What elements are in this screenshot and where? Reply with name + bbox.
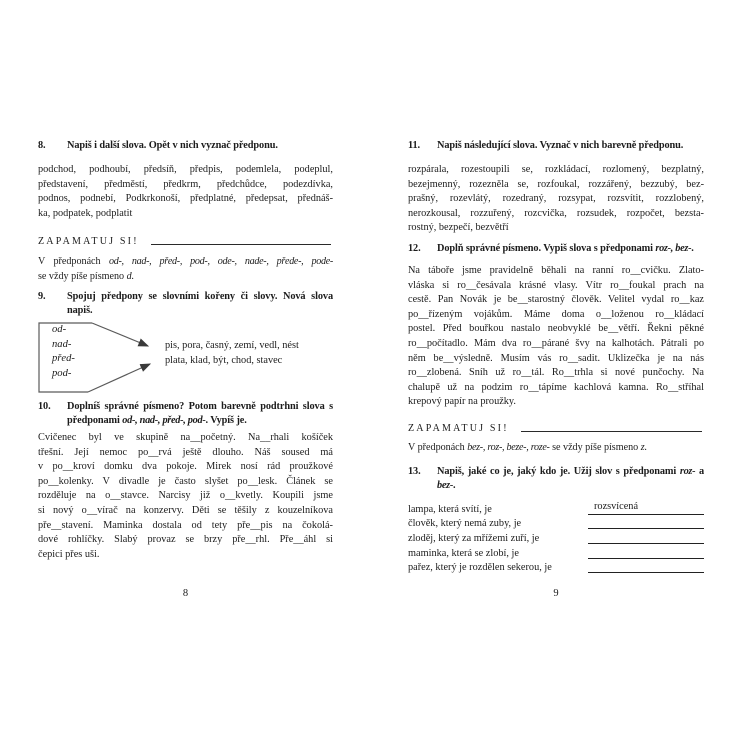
text-run: Doplň správné písmeno. Vypiš slova s předponami (437, 243, 656, 254)
prefix-bez: bez- (437, 480, 453, 492)
remember-box (38, 234, 333, 247)
text-line: Na táboře jsme pravidelně běhali na ranní ro__cvičku. Zlato- (408, 265, 704, 276)
fill-prompt: pařez, který je rozdělen sekerou, je (408, 562, 552, 574)
exercise-number: 8. (38, 140, 46, 151)
answer-line (588, 501, 704, 515)
prefix-join-diagram (38, 316, 333, 396)
text-run: a (695, 466, 704, 477)
letter-d: d (126, 270, 132, 282)
prefix-roz: roz- (679, 466, 696, 477)
fill-row (408, 559, 704, 574)
exercise-12-heading (408, 242, 704, 256)
page-number: 8 (182, 588, 189, 599)
text-run: . Vypíš je. (205, 415, 247, 427)
text-line: chalupě už na podzim ro__tápíme kachlová kamna. Ro__stříhal (408, 381, 704, 393)
remember-box (408, 421, 704, 434)
fill-prompt: lampa, která svítí, je (408, 503, 492, 515)
text-line: rozděluje na o__stavce. Narcisy již o__kvetly. Koupili jsme (38, 490, 333, 502)
answer-line (588, 515, 704, 529)
text-line: si nový o__vírač na konzervy. Děti se těšily z kouzelníkova (38, 504, 333, 516)
exercise-title (437, 242, 704, 256)
rule-letter-d (38, 255, 333, 284)
text-line: ro__zlobená. Sníh už ro__tál. Ro__trhla si nové punčochy. Na (408, 367, 704, 379)
diagram-prefixes (52, 323, 75, 381)
answer-text (588, 515, 594, 526)
exercise-8-heading (38, 139, 333, 153)
text-line: čepici přes uši. (38, 548, 100, 560)
write-in-line (151, 234, 331, 245)
text-run: Napiš, jaké co je, jaký kdo je. Užij slov s předponami (437, 466, 680, 477)
text-run: . (691, 243, 694, 254)
text-line: krepový papír na proužky. (408, 396, 516, 408)
exercise-title (67, 400, 333, 428)
exercise-number: 13. (408, 466, 421, 477)
text-line: podchod, podhoubí, předsíň, předpis, podemlela, podeplul, (38, 164, 333, 175)
exercise-9-heading (38, 290, 333, 318)
text-line: třešní. Její nemoc po__rvá ještě dlouho. Náš soused má (38, 446, 333, 458)
exercise-number: 12. (408, 243, 421, 254)
fill-row (408, 529, 704, 544)
exercise-13-heading (408, 465, 704, 493)
exercise-11-heading (408, 139, 704, 153)
text-line (38, 270, 333, 285)
exercise-11-wordlist (408, 163, 704, 236)
right-page (408, 0, 704, 741)
fill-row (408, 500, 704, 515)
text-line: rostný, bezpečí, bezvětří (408, 222, 509, 234)
text-run: V předponách (38, 256, 109, 267)
rule-letter-z (408, 441, 704, 456)
text-line: dové rohlíčky. Slabý provaz se brzy pře__rhl. Pře__áhl si (38, 534, 333, 546)
left-page (38, 0, 333, 741)
exercise-number: 10. (38, 401, 51, 412)
arrow-top-icon (92, 323, 148, 346)
prefix-list: od-, nad-, před-, pod- (122, 415, 206, 427)
fill-row (408, 544, 704, 559)
answer-text (588, 545, 594, 556)
prefix-item: od- (52, 324, 67, 335)
prefix-item: před- (52, 353, 75, 365)
remember-label: ZAPAMATUJ SI! (408, 423, 509, 434)
exercise-number: 11. (408, 140, 421, 151)
text-line: prašný, rozevlátý, rozedraný, rozsypat, rozsvítit, rozzlobený, (408, 193, 704, 205)
prefix-item: pod- (52, 367, 72, 379)
fill-prompt: zloděj, který za mřížemi zuří, je (408, 533, 540, 545)
text-line: představení, předměstí, předkrm, předchůdce, podezdívka, (38, 178, 333, 190)
diagram-stems-row1: pis, pora, časný, zemí, vedl, nést (165, 340, 299, 351)
fill-row (408, 515, 704, 530)
text-run: se vždy píše písmeno (549, 442, 641, 453)
text-run: . (131, 270, 134, 282)
text-line: v po__kroví domku dva pokoje. Mirek nosí rád proužkové (38, 461, 333, 473)
arrow-bottom-icon (88, 364, 150, 392)
text-line: pře__stavení. Maminka dostala od tety pře__pis na čokolá- (38, 519, 333, 531)
answer-text: rozsvícená (594, 500, 639, 512)
exercise-10-text (38, 431, 333, 562)
text-line: něm be__výsledně. Musím vás ro__sadit. Uklizečka je na nás (408, 352, 704, 364)
exercise-10-heading (38, 400, 333, 428)
prefix-list: od-, nad-, před-, pod-, ode-, nade-, přede-, pode- (108, 256, 333, 267)
answer-text (588, 530, 594, 541)
answer-text (588, 559, 594, 570)
text-run: se vždy píše písmeno (38, 270, 127, 282)
text-line: postel. Před bouřkou nastalo neobvyklé be__větří. Řekni pěkné (408, 323, 704, 335)
answer-line (588, 545, 704, 559)
text-run: . (644, 442, 647, 453)
prefix-item: nad- (52, 338, 72, 350)
fill-prompt: maminka, která se zlobí, je (408, 547, 519, 559)
exercise-number: 9. (38, 291, 46, 302)
exercise-12-text (408, 264, 704, 410)
exercise-title: Spojuj předpony se slovními kořeny či slovy. Nová slova napiš. (67, 291, 333, 317)
text-line: Cvičenec byl ve skupině na__početný. Na__rhali košíček (38, 432, 333, 443)
exercise-title: Napiš následující slova. Vyznač v nich barevně předponu. (437, 140, 684, 151)
text-line: bezejmenný, rozezněla se, rozfoukal, rozzářený, bezzubý, bez- (408, 178, 704, 190)
exercise-title: Napiš i další slova. Opět v nich vyznač předponu. (67, 140, 278, 151)
page-number: 9 (553, 588, 559, 599)
text-line: ro__počítadlo. Mám dva ro__párané švy na kalhotách. Pátrali po (408, 337, 704, 349)
text-line (38, 255, 333, 270)
diagram-stems-row2: plata, klad, být, chod, stavec (165, 355, 283, 366)
text-line: nerozkousal, rozzuřený, rozcvička, rozsudek, rozpočet, bezsta- (408, 207, 704, 219)
fill-prompt: člověk, který nemá zuby, je (408, 518, 522, 530)
write-in-line (521, 421, 702, 432)
exercise-title (437, 465, 704, 493)
text-run: . (452, 480, 456, 492)
exercise-8-wordlist (38, 163, 333, 221)
answer-line (588, 559, 704, 573)
text-line: po__kolenky. V divadle je často slyšet po__lesk. Článek se (38, 475, 333, 487)
text-line: vláska si ro__česávala krásné vlasy. Vítr ro__foukal prach na (408, 279, 704, 291)
prefix-list: roz-, bez- (655, 243, 692, 254)
letter-z: z (640, 442, 645, 453)
text-run: V předponách (408, 442, 468, 453)
answer-line (588, 530, 704, 544)
text-line: rozpárala, rozestoupili se, rozkládací, rozlomený, bezplatný, (408, 164, 704, 175)
text-line: po__řízeným vojákům. Máme doma o__loženou ro__kládací (408, 308, 704, 320)
text-line: podnos, podnebí, Podkrkonoší, předplatné, předepsat, přednáš- (38, 193, 333, 205)
prefix-list: bez-, roz-, beze-, roze- (467, 442, 550, 453)
remember-label: ZAPAMATUJ SI! (38, 236, 139, 247)
text-run: Doplníš správné písmeno? Potom barevně podtrhni slova s předponami (67, 401, 333, 427)
text-line: cestě. Pan Novák je be__starostný člověk. Velitel vydal ro__kaz (408, 294, 704, 306)
text-line: ka, podpatek, podplatit (38, 207, 133, 219)
exercise-13-fill-table (408, 500, 704, 573)
